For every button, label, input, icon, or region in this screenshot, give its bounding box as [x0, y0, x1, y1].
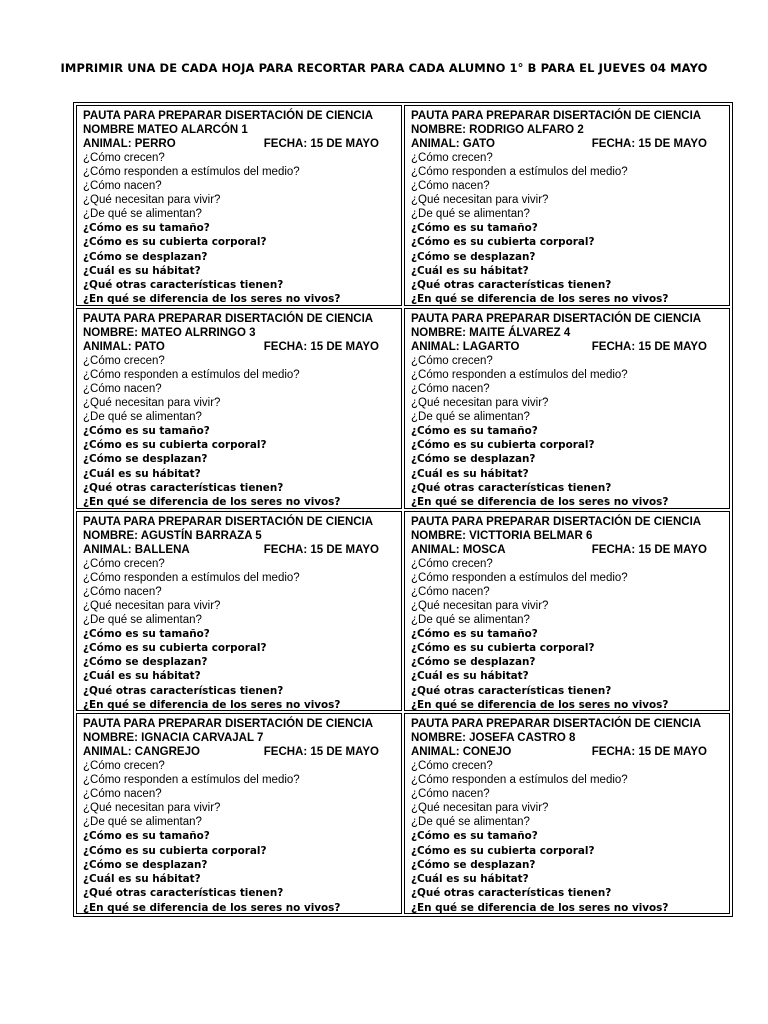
question-item: ¿Qué otras características tienen?: [83, 684, 284, 697]
date-label: FECHA: 15 DE MAYO: [263, 340, 379, 353]
question-item: ¿Cómo se desplazan?: [411, 453, 536, 466]
question-item: ¿Cuál es su hábitat?: [83, 873, 201, 886]
question-item: ¿Cuál es su hábitat?: [83, 264, 201, 277]
animal-label: ANIMAL: PATO: [83, 340, 165, 353]
question-item: ¿Cómo nacen?: [83, 585, 162, 598]
student-name: NOMBRE: IGNACIA CARVAJAL 7: [83, 732, 264, 745]
question-item: ¿Cómo es su cubierta corporal?: [411, 439, 595, 452]
student-card: [404, 713, 730, 914]
question-item: ¿Qué otras características tienen?: [83, 887, 284, 900]
question-item: ¿De qué se alimentan?: [411, 816, 530, 829]
card-heading: PAUTA PARA PREPARAR DISERTACIÓN DE CIENCIA: [411, 110, 702, 122]
question-item: ¿En qué se diferencia de los seres no vivos?: [83, 901, 341, 914]
cards-grid: [73, 102, 733, 917]
student-card: [76, 511, 402, 712]
question-item: ¿Cómo es su cubierta corporal?: [83, 439, 267, 452]
question-item: ¿De qué se alimentan?: [411, 208, 530, 220]
question-list: [411, 759, 729, 914]
question-item: ¿Cómo es su tamaño?: [83, 627, 210, 640]
question-item: ¿Cómo crecen?: [83, 760, 165, 773]
card-heading: PAUTA PARA PREPARAR DISERTACIÓN DE CIENCIA: [411, 515, 702, 528]
question-item: ¿Cómo crecen?: [411, 760, 493, 773]
student-name: NOMBRE: JOSEFA CASTRO 8: [411, 732, 576, 745]
student-card: [76, 105, 402, 306]
question-item: ¿Cómo se desplazan?: [411, 656, 536, 669]
question-item: ¿De qué se alimentan?: [83, 816, 202, 829]
question-item: ¿Cómo es su cubierta corporal?: [411, 236, 595, 249]
question-item: ¿Cómo se desplazan?: [83, 453, 208, 466]
question-item: ¿Cómo se desplazan?: [411, 858, 536, 871]
question-item: ¿Cómo responden a estímulos del medio?: [411, 774, 628, 787]
animal-label: ANIMAL: PERRO: [83, 138, 176, 150]
animal-label: ANIMAL: BALLENA: [83, 543, 190, 556]
question-item: ¿Cuál es su hábitat?: [411, 467, 529, 480]
date-label: FECHA: 15 DE MAYO: [263, 543, 379, 556]
question-item: ¿Cómo crecen?: [83, 152, 165, 164]
question-item: ¿En qué se diferencia de los seres no vivos?: [411, 293, 669, 306]
question-item: ¿Qué otras características tienen?: [411, 684, 612, 697]
question-item: ¿Cómo se desplazan?: [83, 656, 208, 669]
question-item: ¿Cómo nacen?: [83, 180, 162, 192]
question-item: ¿En qué se diferencia de los seres no vivos?: [411, 901, 669, 914]
student-name: NOMBRE: AGUSTÍN BARRAZA 5: [83, 529, 262, 542]
question-item: ¿Qué necesitan para vivir?: [83, 194, 221, 206]
question-item: ¿Cómo se desplazan?: [411, 250, 536, 263]
question-item: ¿Cómo nacen?: [411, 382, 490, 395]
date-label: FECHA: 15 DE MAYO: [591, 543, 707, 556]
question-list: [83, 557, 401, 712]
question-item: ¿Cómo es su tamaño?: [411, 830, 538, 843]
question-item: ¿De qué se alimentan?: [83, 613, 202, 626]
date-label: FECHA: 15 DE MAYO: [263, 746, 379, 759]
question-item: ¿Cómo crecen?: [411, 557, 493, 570]
question-item: ¿De qué se alimentan?: [411, 613, 530, 626]
question-item: ¿Cómo nacen?: [411, 585, 490, 598]
question-item: ¿Cuál es su hábitat?: [83, 467, 201, 480]
question-item: ¿Cómo responden a estímulos del medio?: [83, 571, 300, 584]
question-item: ¿Cómo es su tamaño?: [83, 830, 210, 843]
question-item: ¿Qué necesitan para vivir?: [83, 599, 221, 612]
student-name: NOMBRE: VICTTORIA BELMAR 6: [411, 529, 593, 542]
question-item: ¿En qué se diferencia de los seres no vivos?: [411, 698, 669, 711]
question-item: ¿Cómo es su cubierta corporal?: [83, 844, 267, 857]
question-item: ¿De qué se alimentan?: [411, 410, 530, 423]
question-item: ¿En qué se diferencia de los seres no vivos?: [83, 293, 341, 306]
question-item: ¿Cómo responden a estímulos del medio?: [83, 774, 300, 787]
question-item: ¿Qué otras características tienen?: [411, 481, 612, 494]
question-list: [411, 557, 729, 712]
animal-label: ANIMAL: GATO: [411, 138, 495, 150]
card-heading: PAUTA PARA PREPARAR DISERTACIÓN DE CIENCIA: [83, 110, 374, 122]
question-item: ¿En qué se diferencia de los seres no vivos?: [83, 698, 341, 711]
animal-row: [83, 340, 401, 354]
question-item: ¿Cómo crecen?: [411, 152, 493, 164]
student-card: [76, 308, 402, 509]
student-name: NOMBRE: MATEO ALRRINGO 3: [83, 326, 256, 339]
question-item: ¿Cómo crecen?: [83, 354, 165, 367]
page-title: IMPRIMIR UNA DE CADA HOJA PARA RECORTAR PARA CADA ALUMNO 1° B PARA EL JUEVES 04 MAYO: [60, 61, 708, 75]
question-item: ¿Cómo responden a estímulos del medio?: [411, 368, 628, 381]
student-name: NOMBRE MATEO ALARCÓN 1: [83, 124, 248, 136]
animal-label: ANIMAL: CANGREJO: [83, 746, 200, 759]
date-label: FECHA: 15 DE MAYO: [591, 746, 707, 759]
card-heading: PAUTA PARA PREPARAR DISERTACIÓN DE CIENCIA: [83, 515, 374, 528]
student-card: [404, 105, 730, 306]
student-name: NOMBRE: MAITE ÁLVAREZ 4: [411, 326, 571, 339]
student-card: [76, 713, 402, 914]
question-item: ¿Cómo es su tamaño?: [83, 424, 210, 437]
question-item: ¿Qué necesitan para vivir?: [411, 599, 549, 612]
question-item: ¿En qué se diferencia de los seres no vivos?: [83, 496, 341, 509]
question-item: ¿Cuál es su hábitat?: [411, 670, 529, 683]
question-item: ¿De qué se alimentan?: [83, 410, 202, 423]
question-item: ¿Cómo es su tamaño?: [411, 627, 538, 640]
question-item: ¿Cómo se desplazan?: [83, 858, 208, 871]
question-item: ¿Cómo nacen?: [411, 180, 490, 192]
question-item: ¿Qué otras características tienen?: [83, 279, 284, 292]
card-heading: PAUTA PARA PREPARAR DISERTACIÓN DE CIENCIA: [83, 718, 374, 731]
question-item: ¿En qué se diferencia de los seres no vivos?: [411, 496, 669, 509]
question-item: ¿Cómo responden a estímulos del medio?: [411, 571, 628, 584]
animal-row: [83, 543, 401, 557]
question-item: ¿Qué necesitan para vivir?: [411, 194, 549, 206]
question-list: [83, 354, 401, 509]
question-item: ¿Qué necesitan para vivir?: [411, 802, 549, 815]
question-item: ¿Qué necesitan para vivir?: [83, 802, 221, 815]
question-item: ¿Cómo nacen?: [83, 788, 162, 801]
question-item: ¿Cómo responden a estímulos del medio?: [83, 368, 300, 381]
question-item: ¿Cómo responden a estímulos del medio?: [411, 166, 628, 178]
date-label: FECHA: 15 DE MAYO: [263, 138, 379, 150]
date-label: FECHA: 15 DE MAYO: [591, 138, 707, 150]
question-item: ¿Qué necesitan para vivir?: [83, 396, 221, 409]
question-item: ¿Qué necesitan para vivir?: [411, 396, 549, 409]
question-item: ¿Qué otras características tienen?: [411, 279, 612, 292]
question-item: ¿Cómo es su cubierta corporal?: [411, 844, 595, 857]
animal-label: ANIMAL: CONEJO: [411, 746, 512, 759]
animal-row: [411, 543, 729, 557]
question-item: ¿Cuál es su hábitat?: [83, 670, 201, 683]
question-item: ¿Cuál es su hábitat?: [411, 264, 529, 277]
question-item: ¿Qué otras características tienen?: [411, 887, 612, 900]
animal-row: [411, 340, 729, 354]
question-item: ¿Cómo nacen?: [411, 788, 490, 801]
question-item: ¿Cómo es su tamaño?: [411, 424, 538, 437]
animal-label: ANIMAL: MOSCA: [411, 543, 506, 556]
question-item: ¿Cómo nacen?: [83, 382, 162, 395]
question-item: ¿De qué se alimentan?: [83, 208, 202, 220]
date-label: FECHA: 15 DE MAYO: [591, 340, 707, 353]
question-item: ¿Cómo se desplazan?: [83, 250, 208, 263]
animal-row: [411, 745, 729, 759]
question-item: ¿Cómo es su cubierta corporal?: [83, 641, 267, 654]
student-card: [404, 308, 730, 509]
student-name: NOMBRE: RODRIGO ALFARO 2: [411, 124, 584, 136]
card-heading: PAUTA PARA PREPARAR DISERTACIÓN DE CIENCIA: [83, 312, 374, 325]
question-item: ¿Cómo es su tamaño?: [83, 222, 210, 234]
question-item: ¿Cómo es su cubierta corporal?: [83, 236, 267, 249]
question-item: ¿Cómo crecen?: [83, 557, 165, 570]
question-item: ¿Cómo responden a estímulos del medio?: [83, 166, 300, 178]
question-item: ¿Cómo es su cubierta corporal?: [411, 641, 595, 654]
question-item: ¿Cómo es su tamaño?: [411, 222, 538, 234]
animal-row: [411, 137, 729, 151]
question-list: [83, 151, 401, 306]
student-card: [404, 511, 730, 712]
question-item: ¿Qué otras características tienen?: [83, 481, 284, 494]
animal-row: [83, 745, 401, 759]
card-heading: PAUTA PARA PREPARAR DISERTACIÓN DE CIENCIA: [411, 718, 702, 731]
card-heading: PAUTA PARA PREPARAR DISERTACIÓN DE CIENCIA: [411, 312, 702, 325]
question-item: ¿Cómo crecen?: [411, 354, 493, 367]
animal-label: ANIMAL: LAGARTO: [411, 340, 520, 353]
question-list: [411, 354, 729, 509]
question-list: [411, 151, 729, 306]
animal-row: [83, 137, 401, 151]
question-list: [83, 759, 401, 914]
question-item: ¿Cuál es su hábitat?: [411, 873, 529, 886]
